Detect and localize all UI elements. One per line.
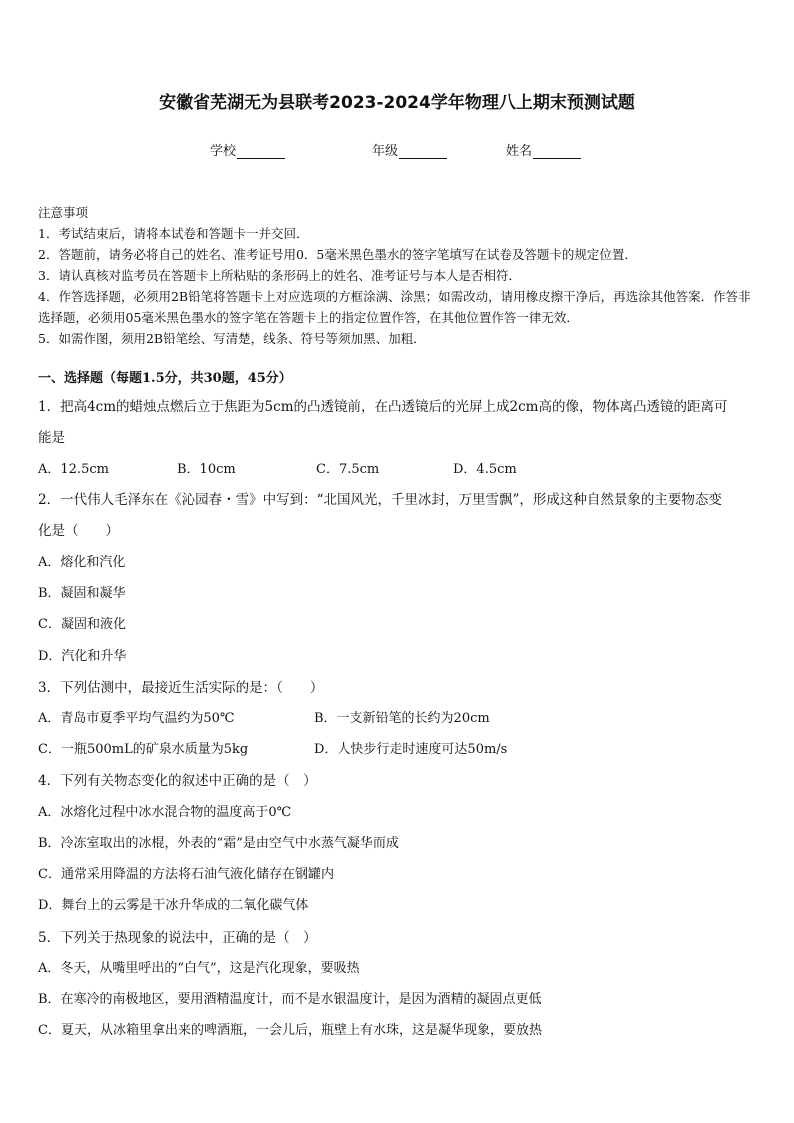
question-2-stem-cont: 化是（ ） <box>38 523 119 539</box>
page-title: 安徽省芜湖无为县联考2023-2024学年物理八上期末预测试题 <box>159 93 635 113</box>
question-1-stem-cont: 能是 <box>38 430 65 446</box>
q5-option-c[interactable]: C．夏天，从冰箱里拿出来的啤酒瓶，一会儿后，瓶壁上有水珠，这是凝华现象，要放热 <box>38 1023 542 1038</box>
name-blank[interactable] <box>533 146 581 159</box>
q2-option-b[interactable]: B．凝固和凝华 <box>38 586 126 601</box>
notice-block <box>38 202 758 349</box>
notice-item: 1．考试结束后，请将本试卷和答题卡一并交回． <box>38 226 309 241</box>
q3-option-b[interactable]: B．一支新铅笔的长约为20cm <box>314 711 490 726</box>
question-5-stem: 5．下列关于热现象的说法中，正确的是（ ） <box>38 930 317 946</box>
grade-label: 年级 <box>372 144 399 159</box>
school-label: 学校 <box>210 144 237 159</box>
notice-item: 2．答题前，请务必将自己的姓名、准考证号用0．5毫米黑色墨水的签字笔填写在试卷及答题卡的规定位置． <box>38 247 637 262</box>
q4-option-c[interactable]: C．通常采用降温的方法将石油气液化储存在钢罐内 <box>38 867 334 882</box>
notice-item: 5．如需作图，须用2B铅笔绘、写清楚，线条、符号等须加黑、加粗． <box>38 331 426 346</box>
name-label: 姓名 <box>506 144 533 159</box>
school-blank[interactable] <box>237 146 285 159</box>
q2-option-a[interactable]: A．熔化和汽化 <box>38 555 126 570</box>
section-heading: 一、选择题（每题1.5分，共30题，45分） <box>38 371 292 386</box>
q2-option-d[interactable]: D．汽化和升华 <box>38 649 127 664</box>
school-field[interactable] <box>210 140 285 159</box>
grade-blank[interactable] <box>399 146 447 159</box>
notice-item: 4．作答选择题，必须用2B铅笔将答题卡上对应选项的方框涂满、涂黑；如需改动，请用橡皮擦干净后，再选涂其他答案．作答非选择题，必须用05毫米黑色墨水的签字笔在答题卡上的指定位置作答，在其他位置作答一律无效． <box>38 289 751 325</box>
q2-option-c[interactable]: C．凝固和液化 <box>38 617 126 632</box>
question-2-stem: 2．一代伟人毛泽东在《沁园春・雪》中写到：“北国风光，千里冰封，万里雪飘”，形成这种自然景象的主要物态变 <box>38 492 722 508</box>
q5-option-a[interactable]: A．冬天，从嘴里呼出的“白气”，这是汽化现象，要吸热 <box>38 961 360 976</box>
q4-option-b[interactable]: B．冷冻室取出的冰棍，外表的“霜”是由空气中水蒸气凝华而成 <box>38 836 399 851</box>
question-1-stem: 1．把高4cm的蜡烛点燃后立于焦距为5cm的凸透镜前，在凸透镜后的光屏上成2cm高的像，物体离凸透镜的距离可 <box>38 399 728 415</box>
q1-option-c[interactable]: C．7.5cm <box>316 462 380 477</box>
q5-option-b[interactable]: B．在寒冷的南极地区，要用酒精温度计，而不是水银温度计，是因为酒精的凝固点更低 <box>38 992 542 1007</box>
q1-option-d[interactable]: D．4.5cm <box>453 462 517 477</box>
name-field[interactable] <box>506 140 581 159</box>
notice-item: 3．请认真核对监考员在答题卡上所粘贴的条形码上的姓名、准考证号与本人是否相符． <box>38 268 521 283</box>
question-4-stem: 4．下列有关物态变化的叙述中正确的是（ ） <box>38 773 317 789</box>
q1-option-b[interactable]: B．10cm <box>177 462 236 477</box>
q4-option-a[interactable]: A．冰熔化过程中冰水混合物的温度高于0℃ <box>38 805 292 820</box>
question-3-stem: 3．下列估测中，最接近生活实际的是：（ ） <box>38 680 324 696</box>
q1-option-a[interactable]: A．12.5cm <box>38 462 109 477</box>
notice-heading: 注意事项 <box>38 205 89 220</box>
grade-field[interactable] <box>372 140 447 159</box>
q3-option-c[interactable]: C．一瓶500mL的矿泉水质量为5kg <box>38 742 249 757</box>
q3-option-d[interactable]: D．人快步行走时速度可达50m/s <box>314 742 508 757</box>
q4-option-d[interactable]: D．舞台上的云雾是干冰升华成的二氧化碳气体 <box>38 898 309 913</box>
q3-option-a[interactable]: A．青岛市夏季平均气温约为50℃ <box>38 711 235 726</box>
